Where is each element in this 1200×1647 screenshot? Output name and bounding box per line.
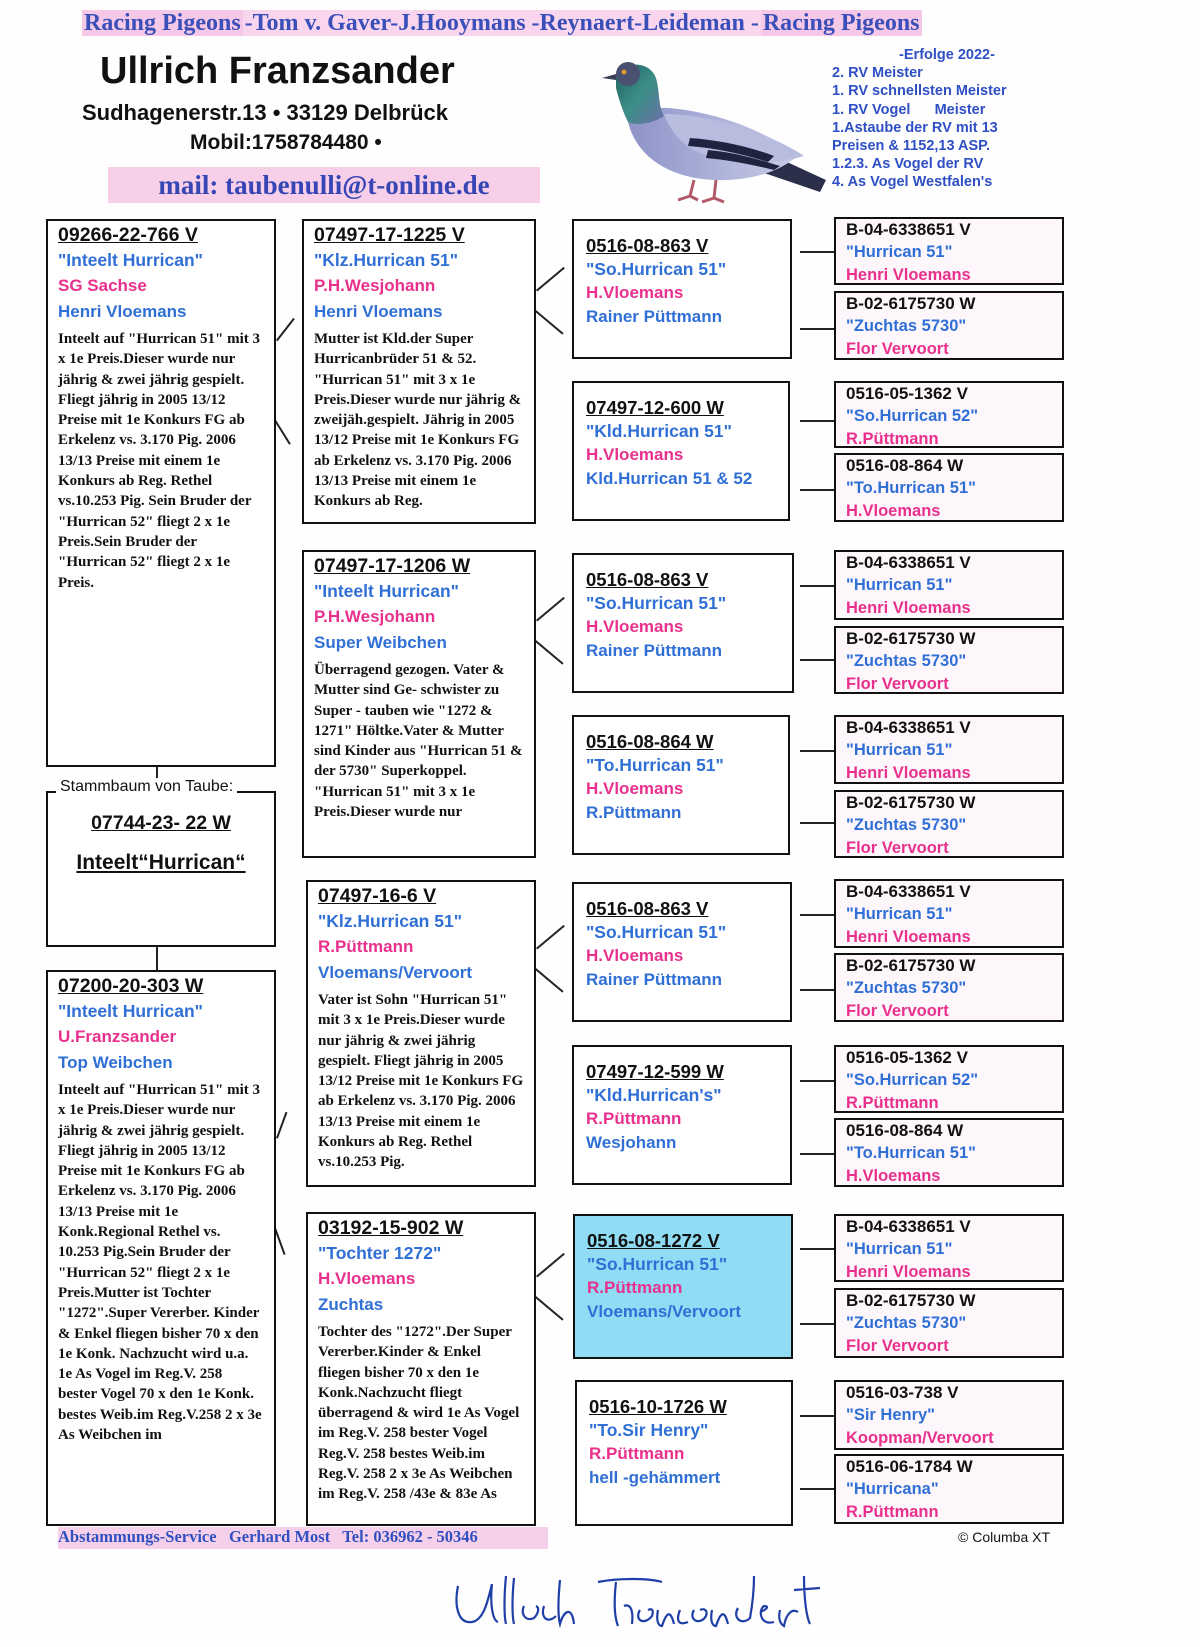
pigeon-origin: Henri Vloemans [58,302,187,321]
ring-number: 0516-08-1272 V [587,1230,720,1251]
grandparent-card [302,550,536,858]
copyright: © Columba XT [958,1529,1051,1545]
success-item: 1.2.3. As Vogel der RV [832,156,984,173]
pigeon-owner: Flor Vervoort [846,675,949,693]
pigeon-name: "Zuchtas 5730" [846,816,967,834]
pigeon-origin: Rainer Püttmann [586,641,723,660]
pigeon-origin: Henri Vloemans [314,302,443,321]
ring-number: 07497-16-6 V [318,885,437,907]
pigeon-breeder: P.H.Wesjohann [314,607,436,626]
ring-number: 07497-12-599 W [586,1061,724,1082]
ancestor-card [834,953,1064,1022]
header-banner [82,10,1030,40]
pigeon-owner: Henri Vloemans [846,266,971,284]
successes-panel [832,46,1062,192]
pigeon-owner: Henri Vloemans [846,599,971,617]
success-item: 1. RV Vogel Meister [832,101,986,118]
pigeon-owner: Koopman/Vervoort [846,1429,994,1447]
ring-number: 07200-20-303 W [58,975,204,997]
ring-number: 0516-10-1726 W [589,1396,727,1417]
pigeon-origin: Super Weibchen [314,633,447,652]
ring-number: B-02-6175730 W [846,956,976,975]
success-item: 1. RV schnellsten Meister [832,83,1007,100]
ring-number: B-02-6175730 W [846,1291,976,1310]
breeder-mobile: Mobil:1758784480 • [190,131,382,154]
ancestor-card [834,453,1064,522]
ring-number: B-04-6338651 V [846,882,971,901]
pigeon-name: "Hurrican 51" [846,741,953,759]
ring-number: 0516-06-1784 W [846,1457,973,1476]
pigeon-name: "Klz.Hurrican 51" [314,250,458,270]
ring-number: B-04-6338651 V [846,1217,971,1236]
pigeon-breeder: H.Vloemans [586,946,684,965]
pigeon-owner: H.Vloemans [846,502,941,520]
pigeon-origin: Rainer Püttmann [586,307,723,326]
pigeon-description: Tochter des "1272".Der Super Vererber.Kinder & Enkel fliegen bisher 70 x den 1e Konk.Nachzucht fliegt überragend & wird 1e As Vogel im Reg.V. 258 bester Vogel Reg.V. 258 bestes Weib.im Reg.V. 258 2 x 3e As Weibchen im Reg.V. 258 /43e & 83e As [318,1324,520,1503]
great-grandparent-card [572,882,792,1022]
pigeon-origin: Zuchtas [318,1295,384,1314]
ancestor-card [834,1045,1064,1113]
banner-right: Racing Pigeons [762,10,920,36]
ring-number: 0516-08-864 W [846,456,964,475]
banner-left: Racing Pigeons [84,10,241,36]
pigeon-name: "Inteelt Hurrican" [58,1001,203,1021]
pigeon-name: "Klz.Hurrican 51" [318,911,462,931]
pigeon-owner: H.Vloemans [846,1167,941,1185]
great-grandparent-card [575,1380,793,1526]
ring-number: 07497-17-1206 W [314,555,471,577]
ancestor-card [834,1288,1064,1358]
ring-number: 0516-08-863 V [586,898,709,919]
ancestor-card [834,1380,1064,1450]
pigeon-name: "Zuchtas 5730" [846,979,967,997]
pigeon-name: "To.Hurrican 51" [846,1144,976,1162]
pigeon-description: Mutter ist Kld.der Super Hurricanbrüder 51 & 52. "Hurrican 51" mit 3 x 1e Preis.Dieser wurde nur jährig & zweijäh.gespielt. Jährig in 2005 13/12 Preise mit 1e Konkurs FG ab Erkelenz vs. 3.170 Pig. 2006 13/13 Preise mit einem 1e Konkurs ab Reg. [314,331,522,510]
pigeon-name: "So.Hurrican 51" [586,259,727,279]
ring-number: 03192-15-902 W [318,1217,464,1239]
pigeon-breeder: H.Vloemans [586,617,684,636]
pigeon-origin: Top Weibchen [58,1053,173,1072]
pigeon-name: "So.Hurrican 52" [846,407,979,425]
pigeon-name: "Tochter 1272" [318,1243,442,1263]
pigeon-name: "To.Hurrican 51" [846,479,976,497]
ring-number: 0516-05-1362 V [846,384,968,403]
great-grandparent-card [572,715,790,855]
pigeon-breeder: H.Vloemans [318,1269,416,1288]
pigeon-name: "Hurrican 51" [846,243,953,261]
success-item: 1.Astaube der RV mit 13 [832,119,998,136]
success-item: 2. RV Meister [832,65,923,82]
pigeon-owner: R.Püttmann [846,1503,939,1521]
pigeon-name: "So.Hurrican 52" [846,1071,979,1089]
pigeon-description: Überragend gezogen. Vater & Mutter sind Ge- schwister zu Super - tauben wie "1272 & 1271" Höltke.Vater & Mutter sind Kinder aus "Hurrican 51 & der 5730" Superkoppel. "Hurrican 51" mit 3 x 1e Preis.Dieser wurde nur [314,662,523,821]
pigeon-name: "To.Hurrican 51" [586,755,724,775]
pigeon-name: "Zuchtas 5730" [846,317,967,335]
breeder-mail: mail: taubenulli@t-online.de [108,167,540,203]
sire-card [46,219,276,767]
handwritten-signature [448,1566,828,1636]
pigeon-name: "Zuchtas 5730" [846,652,967,670]
pigeon-breeder: SG Sachse [58,276,147,295]
pigeon-owner: Flor Vervoort [846,839,949,857]
ring-number: 07497-12-600 W [586,397,724,418]
pigeon-name: "Sir Henry" [846,1406,936,1424]
pigeon-origin: Kld.Hurrican 51 & 52 [586,469,753,488]
pigeon-owner: Henri Vloemans [846,928,971,946]
pigeon-origin: R.Püttmann [586,803,682,822]
pigeon-name: "Hurricana" [846,1480,939,1498]
breeder-address: Sudhagenerstr.13 • 33129 Delbrück [82,100,448,125]
ring-number: B-04-6338651 V [846,553,971,572]
pigeon-name: "Hurrican 51" [846,576,953,594]
ring-number: B-02-6175730 W [846,793,976,812]
success-item: Preisen & 1152,13 ASP. [832,138,990,155]
pigeon-name: "Kld.Hurrican 51" [586,421,732,441]
pigeon-name: "So.Hurrican 51" [586,922,727,942]
subject-name: Inteelt“Hurrican“ [76,851,246,874]
ancestor-card [834,879,1064,948]
pigeon-name: "Hurrican 51" [846,1240,953,1258]
great-grandparent-card [572,1045,792,1185]
pigeon-origin: Vloemans/Vervoort [318,963,473,982]
pigeon-name: "Inteelt Hurrican" [314,581,459,601]
pigeon-origin: Wesjohann [586,1133,677,1152]
banner-middle: -Tom v. Gaver-J.Hooymans -Reynaert-Leideman - [244,10,759,36]
pigeon-name: "Kld.Hurrican's" [586,1085,722,1105]
pigeon-name: "Inteelt Hurrican" [58,250,203,270]
pigeon-name: "Hurrican 51" [846,905,953,923]
pigeon-breeder: P.H.Wesjohann [314,276,436,295]
ring-number: 0516-08-863 V [586,235,709,256]
pigeon-owner: Henri Vloemans [846,764,971,782]
ring-number: 09266-22-766 V [58,224,198,246]
pigeon-breeder: R.Püttmann [318,937,414,956]
ring-number: 07497-17-1225 V [314,224,465,246]
dam-card [46,970,276,1526]
subject-label: Stammbaum von Taube: [56,778,237,796]
pigeon-name: "Zuchtas 5730" [846,1314,967,1332]
ring-number: B-04-6338651 V [846,718,971,737]
pigeon-name: "So.Hurrican 51" [587,1254,728,1274]
ancestor-card [834,217,1064,285]
pigeon-origin: hell -gehämmert [589,1468,721,1487]
great-grandparent-card-highlighted [573,1214,793,1359]
pigeon-breeder: H.Vloemans [586,779,684,798]
pigeon-breeder: R.Püttmann [587,1278,683,1297]
pigeon-owner: R.Püttmann [846,430,939,448]
subject-card [46,791,276,947]
grandparent-card [302,219,536,524]
ring-number: 0516-08-864 W [586,731,714,752]
pigeon-name: "So.Hurrican 51" [586,593,727,613]
ring-number: B-02-6175730 W [846,629,976,648]
pigeon-description: Vater ist Sohn "Hurrican 51" mit 3 x 1e Preis.Dieser wurde nur jährig & zwei jährig gespielt. Fliegt jährig in 2005 13/12 Preise mit 1e Konkurs FG ab Erkelenz vs. 3.170 Pig. 2006 13/13 Preise mit einem 1e Konkurs ab Reg. Rethel vs.10.253 Pig. [318,992,524,1171]
ring-number: 0516-05-1362 V [846,1048,968,1067]
ancestor-card [834,626,1064,694]
ring-number: 0516-08-863 V [586,569,709,590]
pigeon-description: Inteelt auf "Hurrican 51" mit 3 x 1e Preis.Dieser wurde nur jährig & zwei jährig gespielt. Fliegt jährig in 2005 13/12 Preise mit 1e Konkurs FG ab Erkelenz vs. 3.170 Pig. 2006 13/13 Preise mit 1e Konk.Regional Rethel vs. 10.253 Pig.Sein Bruder der "Hurrican 52" fliegt 2 x 1e Preis.Mutter ist Tochter "1272".Super Vererber. Kinder & Enkel fliegen bisher 70 x den 1e Konk. Nachzucht wird u.a. 1e As Vogel im Reg.V. 258 bester Vogel 70 x den 1e Konk. bestes Weib.im Reg.V.258 2 x 3e As Weibchen im [58,1082,262,1444]
subject-ring: 07744-23- 22 W [91,812,231,834]
great-grandparent-card [572,381,790,521]
ring-number: 0516-03-738 V [846,1383,959,1402]
pigeon-origin: Rainer Püttmann [586,970,723,989]
great-grandparent-card [572,219,792,359]
pigeon-breeder: H.Vloemans [586,283,684,302]
ancestor-card [834,1454,1064,1524]
pigeon-photo [598,52,830,208]
pigeon-owner: Henri Vloemans [846,1263,971,1281]
pigeon-description: Inteelt auf "Hurrican 51" mit 3 x 1e Preis.Dieser wurde nur jährig & zwei jährig gespielt. Fliegt jährig in 2005 13/12 Preise mit 1e Konkurs FG ab Erkelenz vs. 3.170 Pig. 2006 13/13 Preise mit einem 1e Konkurs ab Reg. Rethel vs.10.253 Pig. Sein Bruder der "Hurrican 52" fliegt 2 x 1e Preis.Sein Bruder der "Hurrican 52" fliegt 2 x 1e Preis. [58,331,261,591]
ring-number: 0516-08-864 W [846,1121,964,1140]
ancestor-card [834,790,1064,858]
pigeon-owner: R.Püttmann [846,1094,939,1112]
ancestor-card [834,550,1064,620]
success-item: 4. As Vogel Westfalen's [832,174,993,191]
successes-title: -Erfolge 2022- [899,47,995,63]
ring-number: B-04-6338651 V [846,220,971,239]
ancestor-card [834,1214,1064,1282]
ancestor-card [834,381,1064,448]
grandparent-card [306,1212,536,1526]
pigeon-owner: Flor Vervoort [846,1337,949,1355]
pigeon-name: "To.Sir Henry" [589,1420,709,1440]
great-grandparent-card [572,553,794,693]
ancestor-card [834,1118,1064,1187]
pigeon-breeder: R.Püttmann [589,1444,685,1463]
ring-number: B-02-6175730 W [846,294,976,313]
pigeon-origin: Vloemans/Vervoort [587,1302,742,1321]
pigeon-owner: Flor Vervoort [846,340,949,358]
ancestor-card [834,715,1064,784]
pigeon-breeder: H.Vloemans [586,445,684,464]
grandparent-card [306,880,536,1187]
footer-service: Abstammungs-Service Gerhard Most Tel: 036962 - 50346 [58,1527,548,1549]
ancestor-card [834,291,1064,360]
pigeon-breeder: R.Püttmann [586,1109,682,1128]
pigeon-breeder: U.Franzsander [58,1027,177,1046]
breeder-name: Ullrich Franzsander [100,50,455,92]
pigeon-owner: Flor Vervoort [846,1002,949,1020]
